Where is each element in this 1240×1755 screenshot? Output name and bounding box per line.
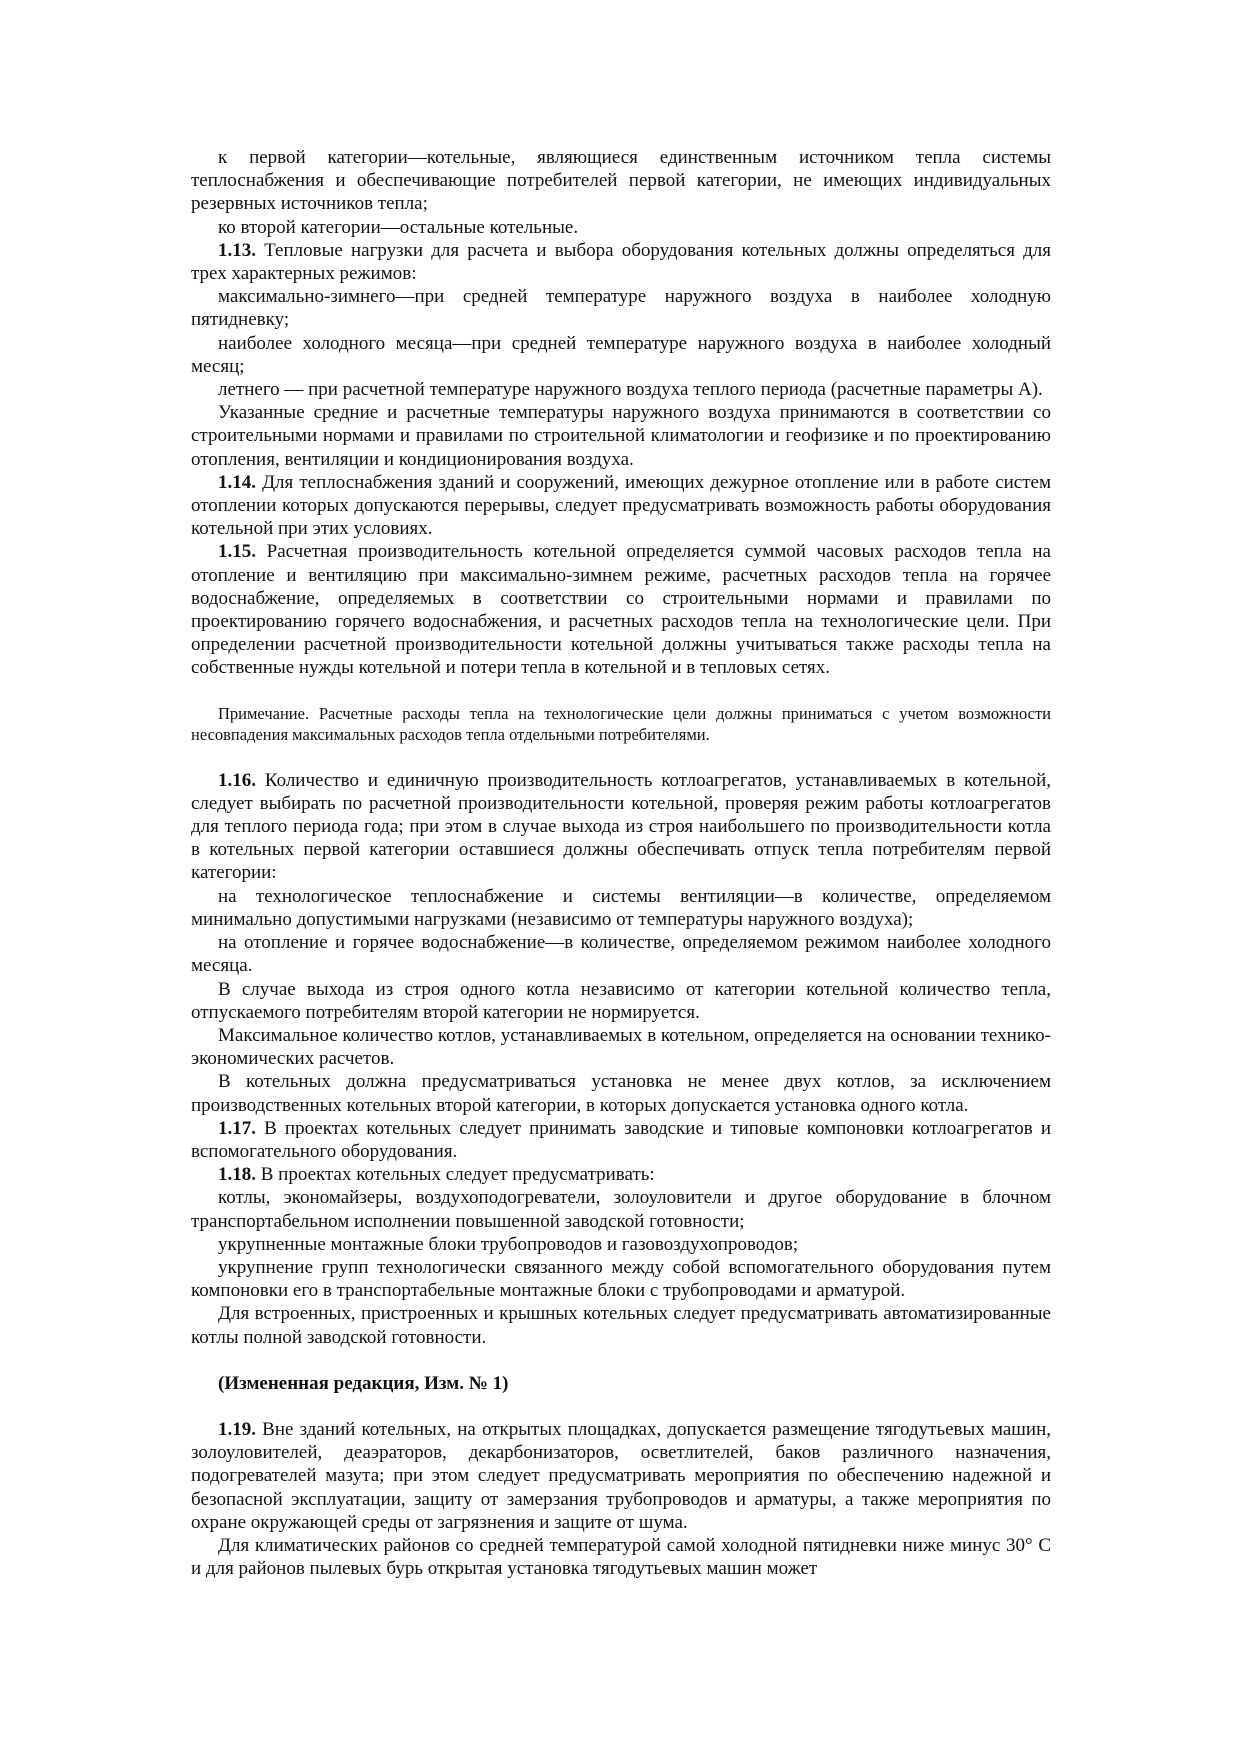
paragraph-coldest-month: наиболее холодного месяца—при средней температуре наружного воздуха в наиболее холодный месяц; [191,332,1051,377]
section-1-19 [191,1418,1051,1534]
paragraph-built-in-boilers: Для встроенных, пристроенных и крышных котельных следует предусматривать автоматизированные котлы полной заводской готовности. [191,1303,1051,1348]
section-1-14 [191,471,1051,541]
paragraph-boiler-failure: В случае выхода из строя одного котла независимо от категории котельной количество тепла, отпускаемого потребителям второй категории не нормируется. [191,978,1051,1023]
paragraph-summer: летнего — при расчетной температуре наружного воздуха теплого периода (расчетные параметры А). [218,379,1043,401]
paragraph-heating-hot-water: на отопление и горячее водоснабжение—в количестве, определяемом режимом наиболее холодного месяца. [191,932,1051,977]
section-number: 1.19. [218,1418,256,1440]
paragraph-climatic-regions: Для климатических районов со средней температурой самой холодной пятидневки ниже минус 30° С и для районов пылевых бурь открытая установка тягодутьевых машин может [191,1534,1051,1580]
document-page [191,146,1051,1580]
section-number: 1.16. [218,769,256,791]
paragraph-auxiliary-groups: укрупнение групп технологически связанного между собой вспомогательного оборудования путем компоновки его в транспортабельные монтажные блоки с трубопроводами и арматурой. [191,1256,1051,1302]
spacer [191,745,1051,769]
paragraph-first-category: к первой категории—котельные, являющиеся единственным источником тепла системы теплоснабжения и обеспечивающие потребителей первой категории, не имеющих индивидуальных резервных источников тепла; [191,147,1051,215]
section-text: Тепловые нагрузки для расчета и выбора оборудования котельных должны определяться для трех характерных режимов: [191,239,1051,285]
spacer [191,1349,1051,1372]
note-paragraph: Примечание. Расчетные расходы тепла на технологические цели должны приниматься с учетом возможности несовпадения максимальных расходов тепла отдельными потребителями. [191,703,1051,744]
section-text: Расчетная производительность котельной определяется суммой часовых расходов тепла на отопление и вентиляцию при максимально-зимнем режиме, расчетных расходов тепла на горячее водоснабжение, определяемых в соответствии со строительными нормами и правилами по проектированию горячего водоснабжения, и расчетных расходов тепла на технологические цели. При определении расчетной производительности котельной должны учитываться также расходы тепла на собственные нужды котельной и потери тепла в котельной и в тепловых сетях. [191,541,1051,679]
paragraph-temperatures: Указанные средние и расчетные температуры наружного воздуха принимаются в соответствии со строительными нормами и правилами по строительной климатологии и геофизике и по проектированию отопления, вентиляции и кондиционирования воздуха. [191,402,1051,470]
section-text: В проектах котельных следует принимать заводские и типовые компоновки котлоагрегатов и вспомогательного оборудования. [191,1117,1051,1162]
section-text: Вне зданий котельных, на открытых площадках, допускается размещение тягодутьевых машин, золоуловителей, деаэраторов, декарбонизаторов, осветлителей, баков различного назначения, подогревателей мазута; при этом следует предусматривать мероприятия по обеспечению надежной и безопасной эксплуатации, защиту от замерзания трубопроводов и арматуры, а также мероприятия по охране окружающей среды от загрязнения и защите от шума. [191,1418,1051,1533]
section-number: 1.15. [218,541,256,563]
section-1-16 [191,769,1051,885]
section-text: Для теплоснабжения зданий и сооружений, имеющих дежурное отопление или в работе систем отоплении которых допускаются перерывы, следует предусматривать возможность работы оборудования котельной при этих условиях. [191,471,1051,540]
section-1-15 [191,540,1051,679]
section-1-18 [191,1163,1051,1186]
paragraph-max-boilers: Максимальное количество котлов, устанавливаемых в котельном, определяется на основании технико-экономических расчетов. [191,1024,1051,1070]
spacer [191,1395,1051,1418]
section-number: 1.14. [218,471,256,493]
paragraph-max-winter: максимально-зимнего—при средней температуре наружного воздуха в наиболее холодную пятидневку; [191,286,1051,331]
section-text: В проектах котельных следует предусматривать: [256,1164,655,1186]
paragraph-technological-supply: на технологическое теплоснабжение и системы вентиляции—в количестве, определяемом минимально допустимыми нагрузками (независимо от температуры наружного воздуха); [191,885,1051,930]
section-number: 1.18. [218,1164,256,1186]
amendment-note: (Измененная редакция, Изм. № 1) [218,1372,509,1394]
section-number: 1.17. [218,1117,256,1139]
section-1-17 [191,1117,1051,1163]
section-text: Количество и единичную производительность котлоагрегатов, устанавливаемых в котельной, следует выбирать по расчетной производительности котельной, проверяя режим работы котлоагрегатов для теплого периода года; при этом в случае выхода из строя наибольшего по производительности котла в котельных первой категории оставшиеся должны обеспечивать отпуск тепла потребителям первой категории: [191,769,1051,884]
section-1-13 [191,239,1051,285]
paragraph-block-equipment: котлы, экономайзеры, воздухоподогреватели, золоуловители и другое оборудование в блочном транспортабельном исполнении повышенной заводской готовности; [191,1187,1051,1232]
paragraph-pipe-blocks: укрупненные монтажные блоки трубопроводов и газовоздухопроводов; [218,1233,799,1255]
section-number: 1.13. [218,239,256,261]
paragraph-min-two-boilers: В котельных должна предусматриваться установка не менее двух котлов, за исключением производственных котельных второй категории, в которых допускается установка одного котла. [191,1071,1051,1116]
paragraph-second-category: ко второй категории—остальные котельные. [218,216,579,238]
